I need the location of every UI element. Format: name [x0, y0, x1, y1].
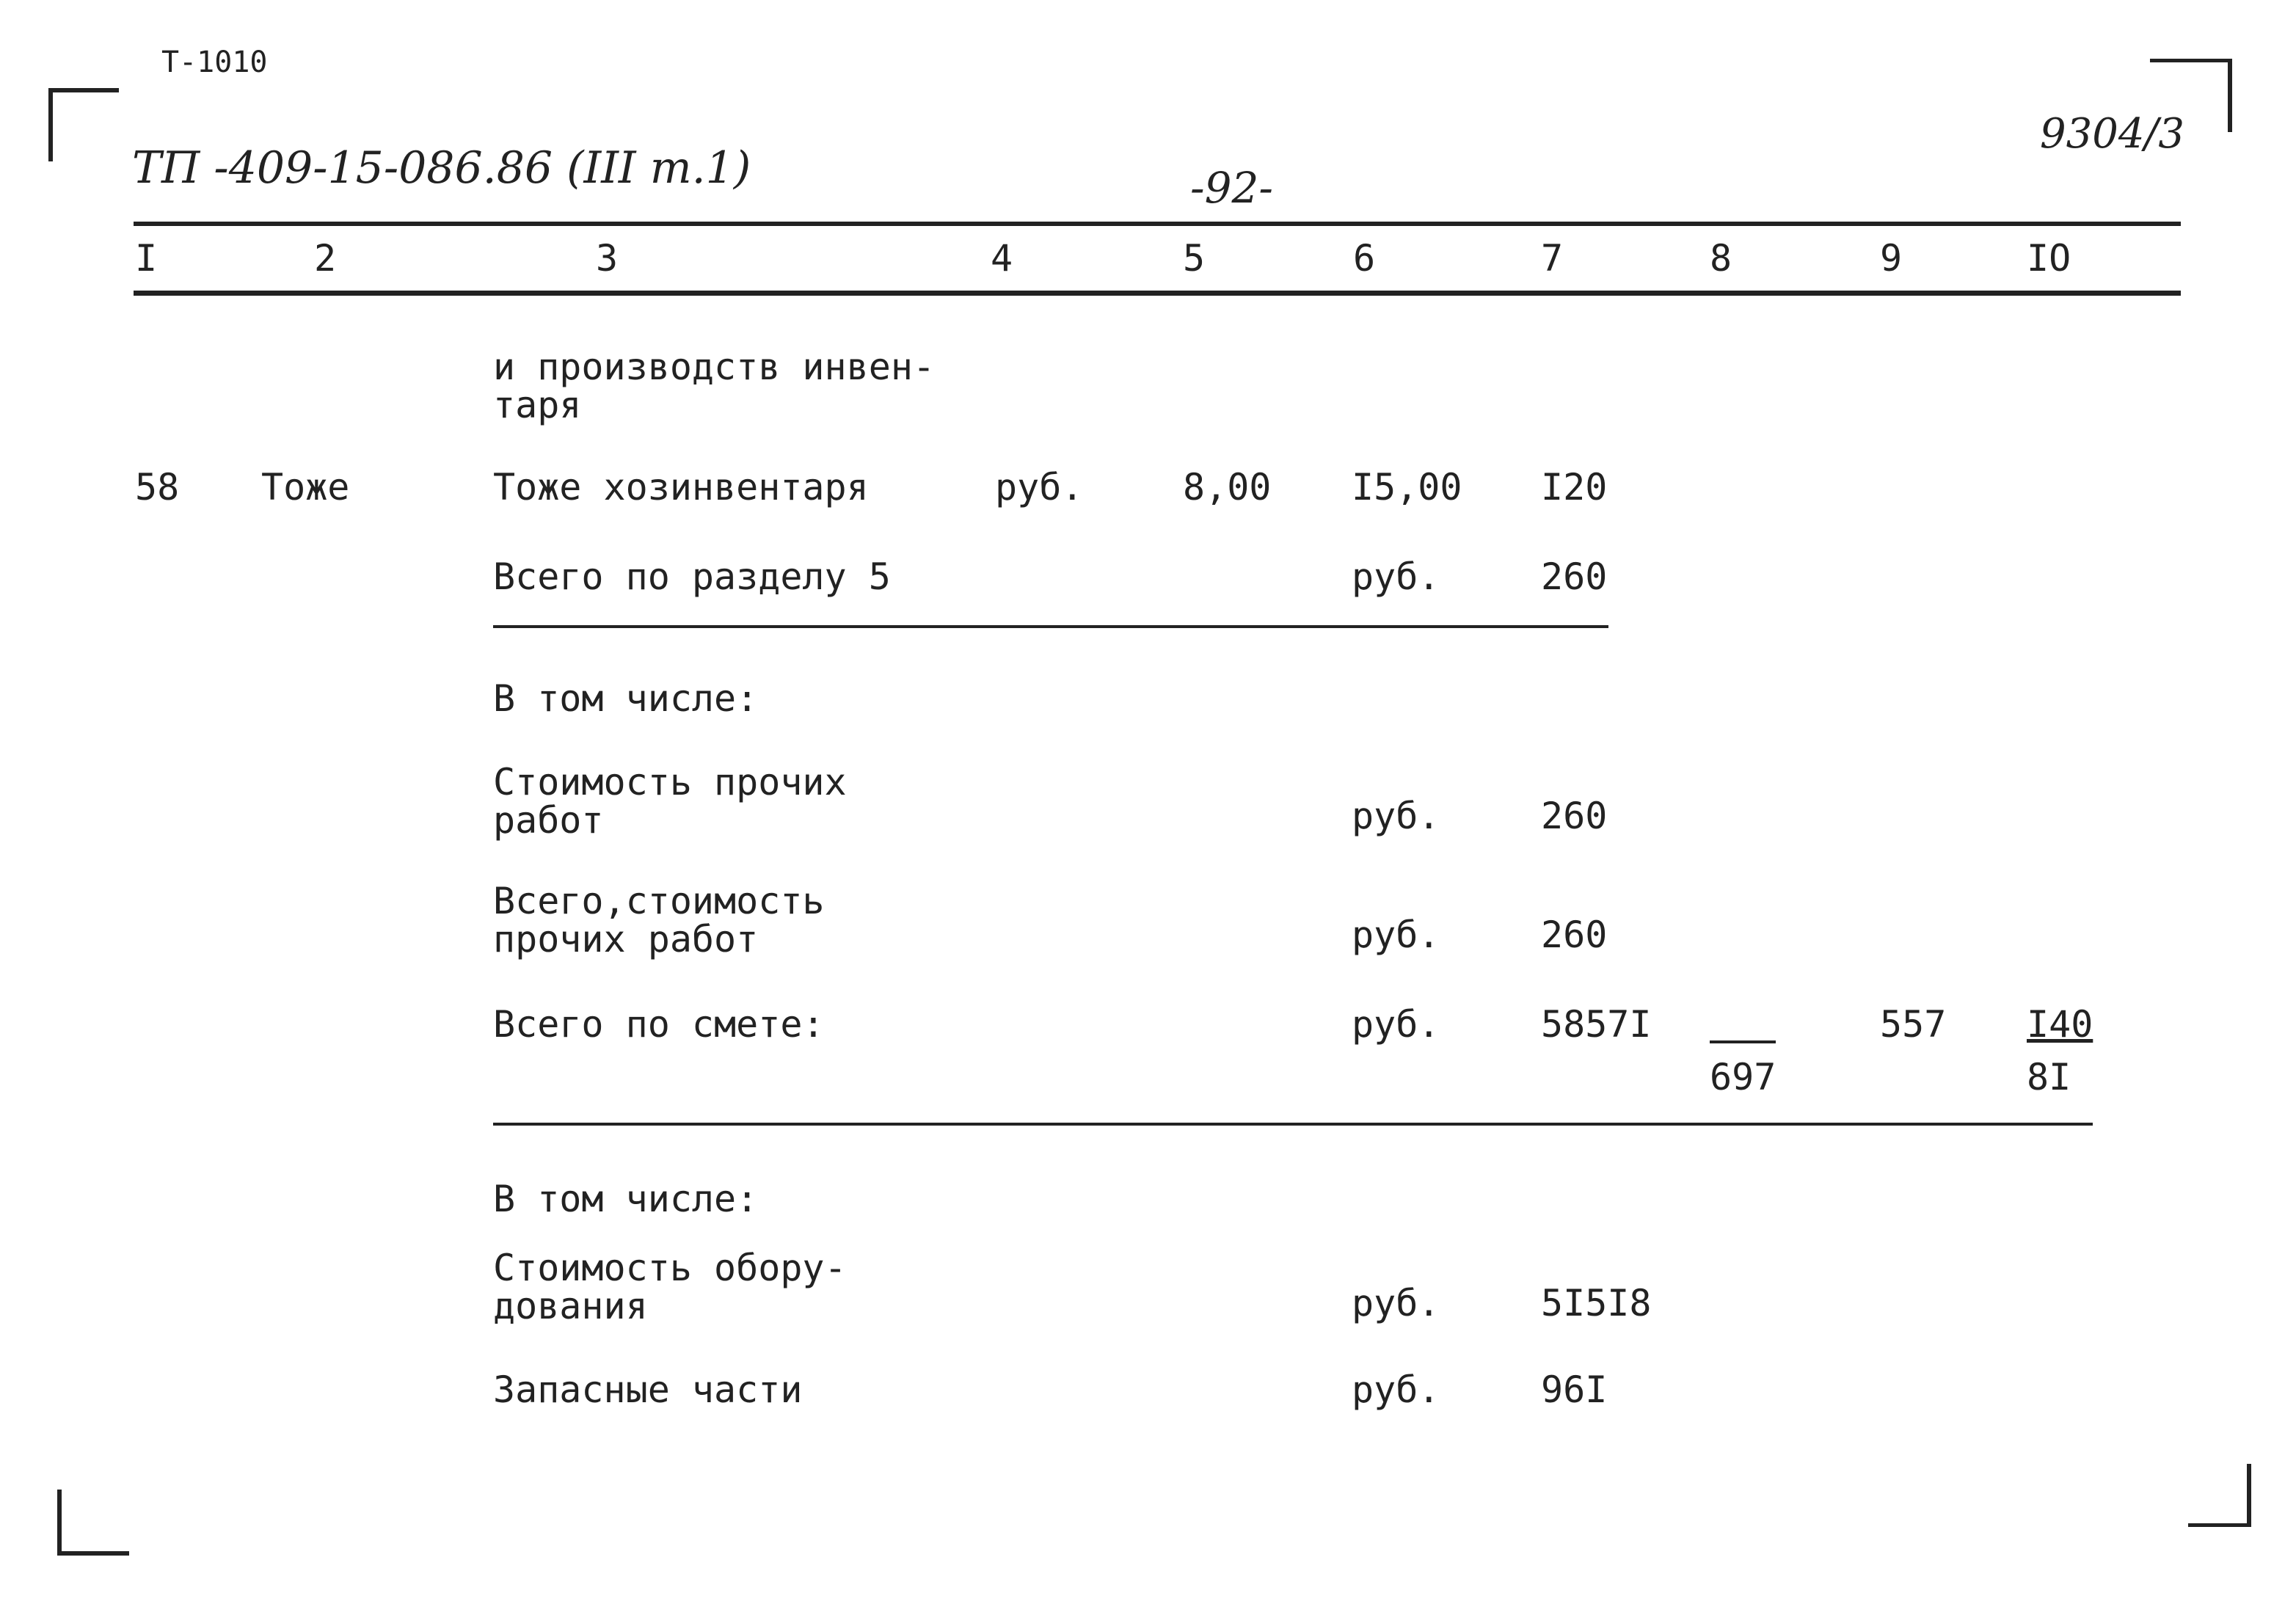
total-other-works-unit: руб. — [1352, 914, 1440, 956]
project-number: ТП -409-15-086.86 (III т.1) — [132, 142, 751, 194]
other-works-unit: руб. — [1352, 795, 1440, 837]
estimate-total-rule — [493, 1123, 2093, 1126]
estimate-total-unit: руб. — [1352, 1003, 1440, 1046]
row58-unit: руб. — [995, 466, 1084, 508]
corner-mark-top-right — [2150, 59, 2231, 62]
corner-mark-bottom-left — [57, 1490, 62, 1556]
estimate-total-col9: 557 — [1880, 1003, 1947, 1046]
spare-parts-unit: руб. — [1352, 1368, 1440, 1411]
estimate-total-col10-top: I40 — [2027, 1003, 2093, 1046]
equipment-unit: руб. — [1352, 1282, 1440, 1324]
section5-rule — [493, 625, 1608, 628]
section5-label: Всего по разделу 5 — [493, 555, 891, 598]
including-label-2: В том числе: — [493, 1178, 759, 1220]
continuation-text: и производств инвен- таря — [493, 346, 936, 426]
corner-mark-top-left — [48, 88, 53, 161]
header-bottom-rule — [134, 291, 2181, 296]
corner-mark-bottom-left — [57, 1551, 129, 1556]
column-header-4: 4 — [991, 237, 1013, 280]
column-header-5: 5 — [1183, 237, 1206, 280]
column-header-7: 7 — [1541, 237, 1564, 280]
corner-mark-top-left — [48, 88, 119, 92]
estimate-col8-fraction-bar — [1710, 1040, 1776, 1043]
row58-name: Тоже хозинвентаря — [493, 466, 869, 508]
row58-qty: 8,00 — [1183, 466, 1272, 508]
other-works-label: Стоимость прочих работ — [493, 761, 847, 842]
section5-total: 260 — [1541, 555, 1608, 598]
corner-mark-bottom-right — [2188, 1523, 2251, 1527]
including-label-1: В том числе: — [493, 677, 759, 720]
total-other-works-total: 260 — [1541, 914, 1608, 956]
column-header-6: 6 — [1353, 237, 1376, 280]
other-works-total: 260 — [1541, 795, 1608, 837]
doc-code: Т-1010 — [161, 45, 268, 79]
equipment-total: 5I5I8 — [1541, 1282, 1652, 1324]
row58-price: I5,00 — [1352, 466, 1462, 508]
estimate-total-col8: 697 — [1710, 1056, 1776, 1098]
column-header-2: 2 — [314, 237, 337, 280]
column-header-8: 8 — [1710, 237, 1732, 280]
estimate-total-label: Всего по смете: — [493, 1003, 825, 1046]
column-header-1: I — [135, 237, 158, 280]
total-other-works-label: Всего,стоимость прочих работ — [493, 880, 825, 960]
row58-total: I20 — [1541, 466, 1608, 508]
section5-unit: руб. — [1352, 555, 1440, 598]
corner-mark-top-right — [2228, 59, 2232, 132]
estimate-total-col7: 5857I — [1541, 1003, 1652, 1046]
row58-number: 58 — [135, 466, 180, 508]
sheet-number: 9304/3 — [2040, 110, 2185, 158]
equipment-label: Стоимость обору- дования — [493, 1247, 847, 1327]
estimate-total-col10-bottom: 8I — [2027, 1056, 2071, 1098]
corner-mark-bottom-right — [2247, 1464, 2251, 1526]
column-header-3: 3 — [596, 237, 619, 280]
spare-parts-label: Запасные части — [493, 1368, 803, 1411]
spare-parts-total: 96I — [1541, 1368, 1608, 1411]
column-header-10: IO — [2027, 237, 2071, 280]
header-top-rule — [134, 222, 2181, 226]
row58-ref: Тоже — [261, 466, 350, 508]
column-header-9: 9 — [1880, 237, 1903, 280]
page-number: -92- — [1190, 163, 1273, 213]
